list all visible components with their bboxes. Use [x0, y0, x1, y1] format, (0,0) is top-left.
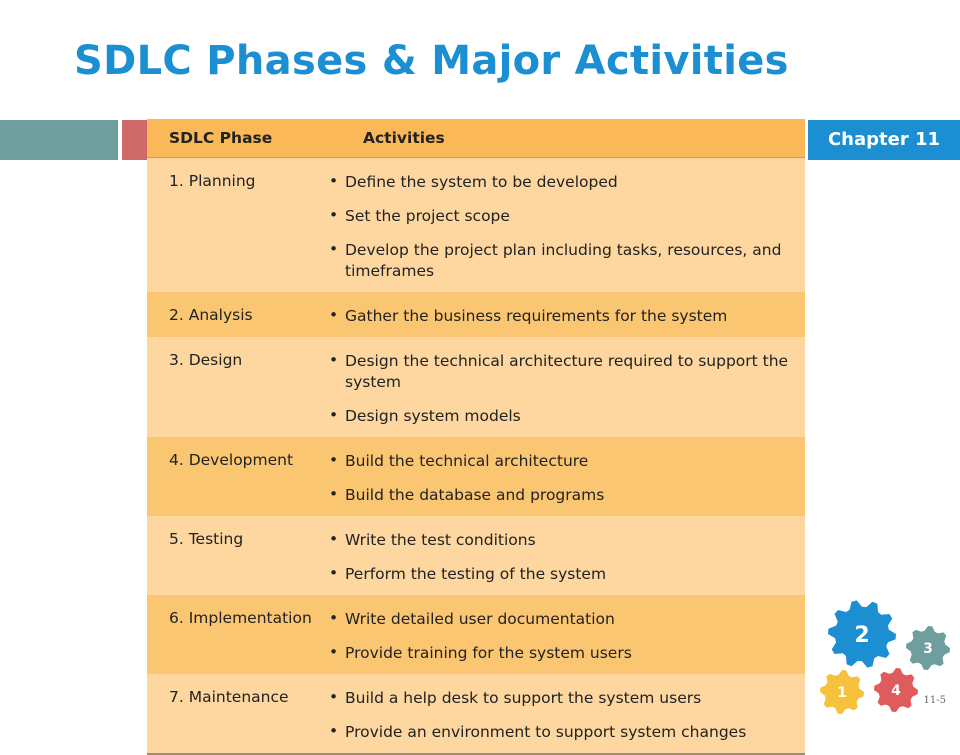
activity-text: Set the project scope [345, 207, 510, 225]
bullet-icon: • [329, 722, 339, 740]
bullet-icon: • [329, 485, 339, 503]
activity-text: Gather the business requirements for the system [345, 307, 728, 325]
accent-bar-teal [0, 120, 118, 160]
bullet-icon: • [329, 206, 339, 224]
activity-item [329, 406, 795, 427]
slide-title: SDLC Phases & Major Activities [74, 38, 789, 84]
bullet-icon: • [329, 240, 339, 258]
gear-2-icon [828, 600, 896, 667]
bullet-icon: • [329, 351, 339, 369]
activity-item [329, 451, 795, 472]
bullet-icon: • [329, 306, 339, 324]
activity-item [329, 306, 795, 327]
table-row [147, 337, 805, 437]
gear-4-icon [874, 668, 918, 712]
activities-cell [329, 437, 805, 516]
activity-item [329, 722, 795, 743]
bullet-icon: • [329, 564, 339, 582]
activities-cell [329, 337, 805, 437]
phase-cell: 2. Analysis [147, 292, 329, 337]
activity-item [329, 206, 795, 227]
activity-text: Provide an environment to support system changes [345, 723, 747, 741]
activities-cell [329, 292, 805, 337]
activity-item [329, 609, 795, 630]
activity-text: Build the technical architecture [345, 452, 589, 470]
bullet-icon: • [329, 609, 339, 627]
sdlc-table [147, 119, 805, 755]
header-activities: Activities [329, 119, 805, 158]
bullet-icon: • [329, 530, 339, 548]
table-row [147, 595, 805, 674]
table-row [147, 674, 805, 754]
table-row [147, 437, 805, 516]
gear-label: 1 [837, 685, 847, 701]
activity-item [329, 688, 795, 709]
activity-item [329, 564, 795, 585]
activity-text: Provide training for the system users [345, 644, 632, 662]
bullet-icon: • [329, 406, 339, 424]
accent-bar-red [122, 120, 148, 160]
activities-cell [329, 595, 805, 674]
activity-text: Define the system to be developed [345, 173, 618, 191]
phase-cell: 5. Testing [147, 516, 329, 595]
activity-text: Develop the project plan including tasks, resources, and timeframes [345, 241, 782, 280]
table-body [147, 158, 805, 755]
activity-text: Design system models [345, 407, 521, 425]
phase-cell: 6. Implementation [147, 595, 329, 674]
header-phase: SDLC Phase [147, 119, 329, 158]
activity-text: Build the database and programs [345, 486, 605, 504]
activities-cell [329, 516, 805, 595]
table-header-row [147, 119, 805, 158]
gear-label: 2 [854, 623, 870, 648]
activity-item [329, 485, 795, 506]
gear-label: 3 [923, 641, 933, 657]
activity-item [329, 351, 795, 393]
activity-text: Design the technical architecture required to support the system [345, 352, 789, 391]
table-row [147, 158, 805, 293]
activity-item [329, 240, 795, 282]
activities-cell [329, 158, 805, 293]
chapter-label: Chapter 11 [808, 120, 960, 160]
activity-text: Write the test conditions [345, 531, 536, 549]
bullet-icon: • [329, 451, 339, 469]
bullet-icon: • [329, 172, 339, 190]
table-row [147, 516, 805, 595]
phase-cell: 7. Maintenance [147, 674, 329, 754]
activity-text: Build a help desk to support the system users [345, 689, 702, 707]
phase-cell: 3. Design [147, 337, 329, 437]
bullet-icon: • [329, 643, 339, 661]
gear-label: 4 [891, 683, 901, 699]
activities-cell [329, 674, 805, 754]
activity-item [329, 530, 795, 551]
gear-1-icon [820, 670, 864, 714]
phase-cell: 4. Development [147, 437, 329, 516]
activity-text: Perform the testing of the system [345, 565, 607, 583]
page-number: 11-5 [923, 695, 946, 706]
phase-cell: 1. Planning [147, 158, 329, 293]
bullet-icon: • [329, 688, 339, 706]
gear-3-icon [906, 626, 950, 670]
activity-text: Write detailed user documentation [345, 610, 615, 628]
table-row [147, 292, 805, 337]
activity-item [329, 643, 795, 664]
activity-item [329, 172, 795, 193]
